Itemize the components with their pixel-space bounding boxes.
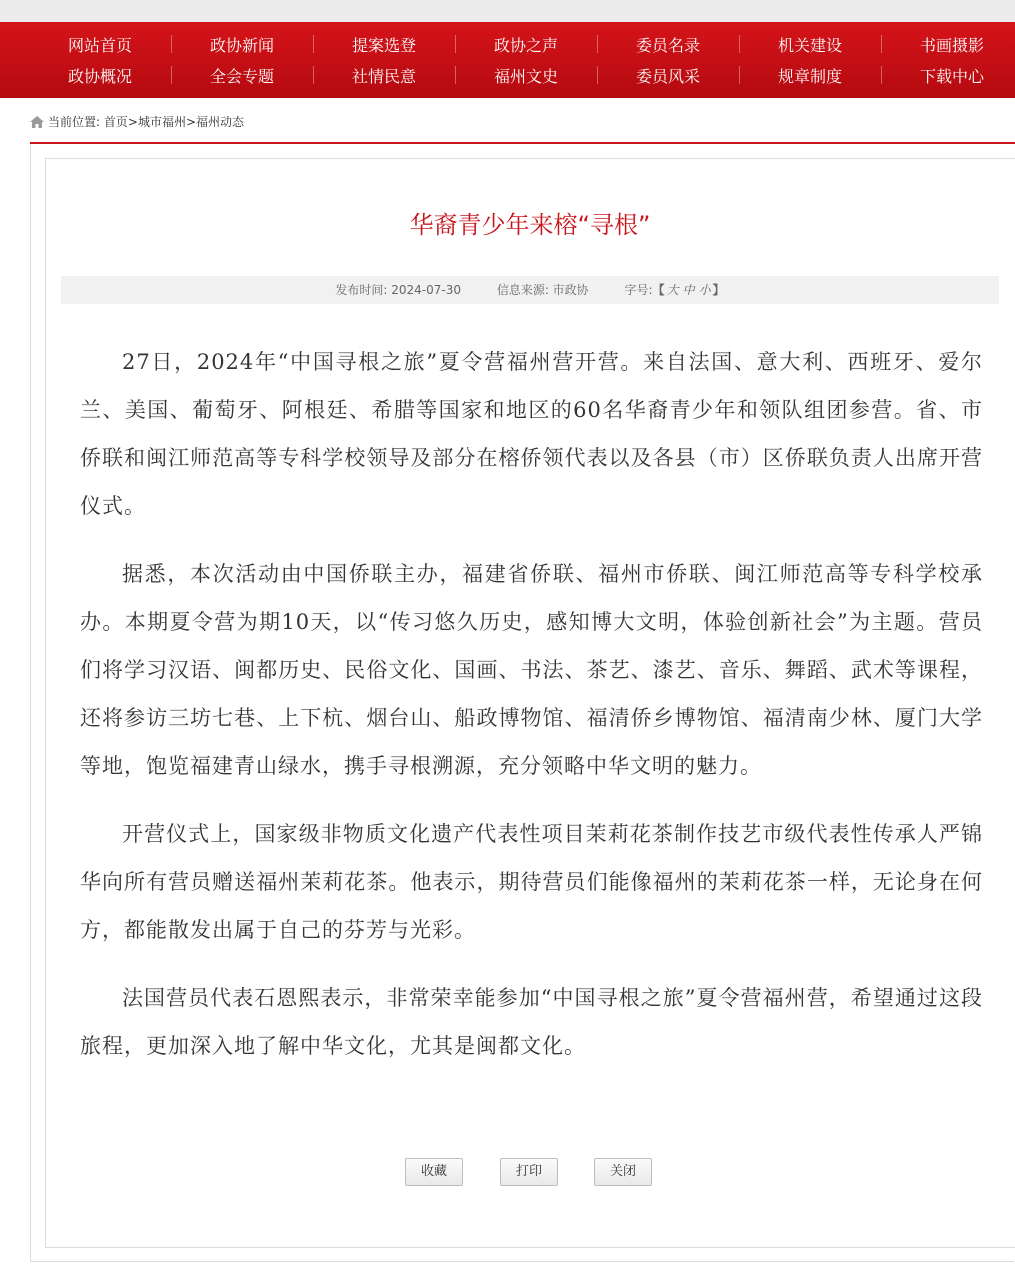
print-button[interactable]: 打印: [500, 1158, 558, 1186]
nav-item-downloads[interactable]: 下载中心: [919, 67, 984, 86]
breadcrumb-city[interactable]: 城市福州: [137, 115, 186, 129]
nav-item-proposals[interactable]: 提案选登: [351, 36, 416, 55]
nav-row-2: [0, 62, 1015, 92]
main-navigation: [0, 22, 1015, 98]
nav-item-opinion[interactable]: 社情民意: [351, 67, 416, 86]
nav-item-voice[interactable]: 政协之声: [493, 36, 558, 55]
article-paragraph: 法国营员代表石恩熙表示，非常荣幸能参加“中国寻根之旅”夏令营福州营，希望通过这段旅程，更加深入地了解中华文化，尤其是闽都文化。: [80, 986, 983, 1058]
article-title: 华裔青少年来榕“寻根”: [409, 211, 651, 239]
breadcrumb-label: 当前位置:: [48, 115, 101, 129]
favorite-button[interactable]: 收藏: [405, 1158, 463, 1186]
font-size-large[interactable]: 大: [666, 283, 679, 297]
font-size-medium[interactable]: 中: [682, 283, 695, 297]
nav-item-news[interactable]: 政协新闻: [209, 36, 274, 55]
nav-item-history[interactable]: 福州文史: [493, 67, 558, 86]
nav-item-calligraphy[interactable]: 书画摄影: [919, 36, 984, 55]
info-source: 信息来源: 市政协: [496, 283, 589, 297]
article-body: [80, 338, 983, 1090]
article-paragraph: 据悉，本次活动由中国侨联主办，福建省侨联、福州市侨联、闽江师范高等专科学校承办。本期夏令营为期10天，以“传习悠久历史，感知博大文明，体验创新社会”为主题。营员们将学习汉语、闽都历史、民俗文化、国画、书法、茶艺、漆艺、音乐、舞蹈、武术等课程，还将参访三坊七巷、上下杭、烟台山、船政博物馆、福清侨乡博物馆、福清南少林、厦门大学等地，饱览福建青山绿水，携手寻根溯源，充分领略中华文明的魅力。: [80, 562, 983, 778]
nav-row-1: [0, 31, 1015, 61]
font-size-label: 字号:: [624, 283, 653, 297]
breadcrumb-dynamics[interactable]: 福州动态: [196, 115, 245, 129]
breadcrumb-home[interactable]: 首页: [103, 115, 128, 129]
close-button[interactable]: 关闭: [594, 1158, 652, 1186]
font-size-small[interactable]: 小: [698, 283, 711, 297]
nav-item-regulations[interactable]: 规章制度: [777, 67, 842, 86]
article-paragraph: 27日，2024年“中国寻根之旅”夏令营福州营开营。来自法国、意大利、西班牙、爱尔兰、美国、葡萄牙、阿根廷、希腊等国家和地区的60名华裔青少年和领队组团参营。省、市侨联和闽江师范高等专科学校领导及部分在榕侨领代表以及各县（市）区侨联负责人出席开营仪式。: [80, 350, 983, 518]
breadcrumb-separator: >: [185, 115, 197, 129]
nav-item-overview[interactable]: 政协概况: [67, 67, 132, 86]
publish-date: 发布时间: 2024-07-30: [335, 283, 461, 297]
breadcrumb: [30, 112, 244, 132]
home-icon: [30, 116, 44, 128]
breadcrumb-separator: >: [127, 115, 138, 129]
article-paragraph: 开营仪式上，国家级非物质文化遗产代表性项目茉莉花茶制作技艺市级代表性传承人严锦华向所有营员赠送福州茉莉花茶。他表示，期待营员们能像福州的茉莉花茶一样，无论身在何方，都能散发出属于自己的芬芳与光彩。: [80, 822, 983, 942]
nav-item-members[interactable]: 委员名录: [635, 36, 700, 55]
article-meta: [61, 276, 999, 304]
nav-item-profiles[interactable]: 委员风采: [635, 67, 700, 86]
nav-item-home[interactable]: 网站首页: [67, 36, 132, 55]
nav-item-plenary[interactable]: 全会专题: [209, 67, 274, 86]
bracket-open: 【: [652, 283, 665, 297]
font-size-control: [625, 283, 725, 297]
nav-item-organ[interactable]: 机关建设: [777, 36, 842, 55]
top-strip: [0, 0, 1015, 22]
bracket-close: 】: [712, 283, 725, 297]
